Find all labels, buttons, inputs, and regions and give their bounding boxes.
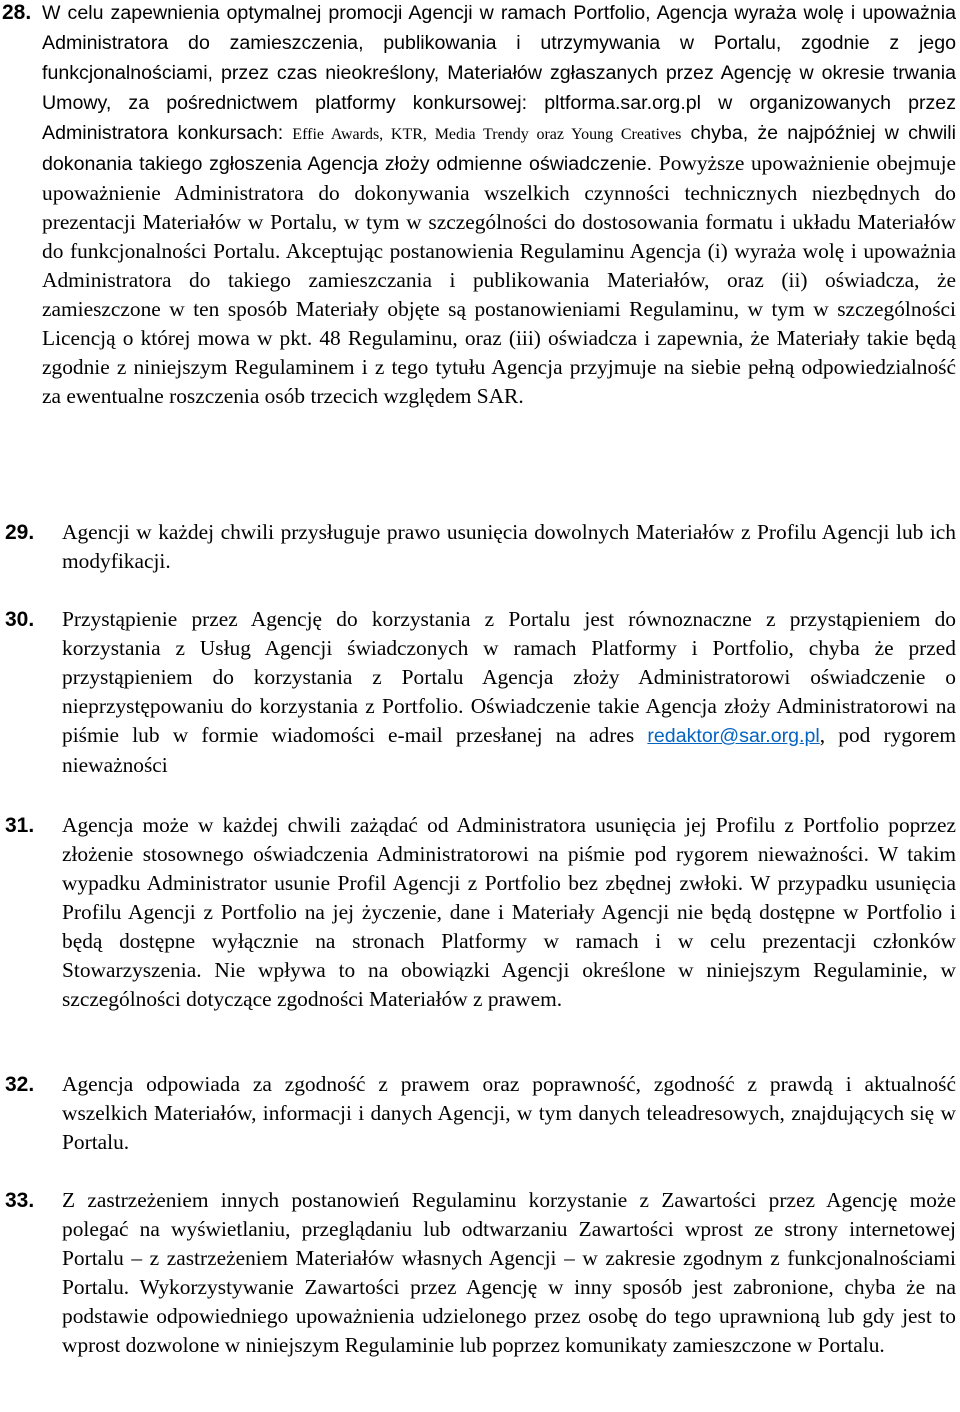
paragraph-text: Agencji w każdej chwili przysługuje prawo usunięcia dowolnych Materiałów z Profilu Agencji lub ich modyfikacji. — [62, 520, 956, 573]
paragraph-number: 33. — [5, 1189, 35, 1212]
paragraph-text: Agencja może w każdej chwili zażądać od Administratora usunięcia jej Profilu z Portfolio poprzez złożenie stosownego oświadczenia Administratorowi na piśmie pod rygorem nieważności. W takim wypadku Administrator usunie Profil Agencji z Portfolio bez zbędnej zwłoki. — [62, 813, 956, 895]
paragraph-text: W celu zapewnienia optymalnej promocji Agencji w ramach Portfolio, Agencja wyraża wolę i upoważnia Administratora do zamieszczenia, publikowania i utrzymywania w Portalu, zgodnie z jego funkcjonalnościami, przez czas nieokreślony, Materiałów zgłaszanych przez Agencję w okresie trwania Umowy, za pośrednictwem platformy konkursowej: pltforma.sar.org.pl w organizowanych przez Administratora konkursach: — [42, 2, 956, 144]
paragraph-body — [42, 0, 956, 411]
paragraph-body — [62, 605, 956, 780]
paragraph-number: 29. — [5, 521, 35, 544]
contest-names: Effie Awards, KTR, Media Trendy oraz Young Creatives — [292, 126, 682, 143]
paragraph-text: W przypadku usunięcia Profilu Agencji z Portfolio na jej życzenie, dane i Materiały Agencji nie będą dostępne w Portfolio i będą dostępne wyłącznie na stronach Platformy w ramach i w celu prezentacji członków Stowarzyszenia. Nie wpływa to na obowiązki Agencji określone w niniejszym Regulaminie, w szczególności dotyczące zgodności Materiałów z prawem. — [62, 871, 956, 1011]
paragraph-number: 30. — [5, 608, 35, 631]
paragraph-number: 32. — [5, 1073, 35, 1096]
paragraph-30 — [0, 605, 960, 780]
paragraph-text: , pod rygorem nieważności — [62, 723, 956, 777]
paragraph-text: Agencja odpowiada za zgodność z prawem oraz poprawność, zgodność z prawdą i aktualność wszelkich Materiałów, informacji i danych Agencji, w tym danych teleadresowych, znajdujących się w Portalu. — [62, 1072, 956, 1154]
paragraph-number: 28. — [2, 1, 32, 24]
paragraph-number: 31. — [5, 814, 35, 837]
paragraph-29 — [0, 518, 960, 576]
paragraph-28 — [0, 0, 960, 411]
paragraph-text: chyba, że najpóźniej w chwili dokonania takiego zgłoszenia Agencja złoży odmienne oświadczenie. — [42, 122, 956, 175]
email-link[interactable]: redaktor@sar.org.pl — [647, 725, 820, 747]
paragraph-text: Przystąpienie przez Agencję do korzystania z Portalu jest równoznaczne z przystąpieniem do korzystania z Usług Agencji świadczonych w ramach Platformy i Portfolio, chyba że przed przystąpieniem do korzystania z Portalu Agencja złoży Administratorowi oświadczenie o nieprzystępowaniu do korzystania z Portfolio. Oświadczenie takie Agencja złoży Administratorowi na piśmie lub w formie wiadomości e-mail przesłanej na adres — [62, 607, 956, 747]
paragraph-31 — [0, 811, 960, 1014]
paragraph-text: Powyższe upoważnienie obejmuje upoważnienie Administratora do dokonywania wszelkich czynności technicznych niezbędnych do prezentacji Materiałów w Portalu, w tym w szczególności do dostosowania formatu i układu Materiałów do funkcjonalności Portalu. Akceptując postanowienia Regulaminu Agencja (i) wyraża wolę i upoważnia Administratora do takiego zamieszczania i publikowania Materiałów, oraz (ii) oświadcza, że zamieszczone w ten sposób Materiały objęte są postanowieniami Regulaminu, w tym w szczególności Licencją o której mowa w pkt. 48 Regulaminu, oraz (iii) oświadcza i zapewnia, że Materiały takie będą zgodnie z niniejszym Regulaminem i z tego tytułu Agencja przyjmuje na siebie pełną odpowiedzialność za ewentualne roszczenia osób trzecich względem SAR. — [42, 151, 957, 408]
paragraph-text: Z zastrzeżeniem innych postanowień Regulaminu korzystanie z Zawartości przez Agencję może polegać na wyświetlaniu, przeglądaniu lub odtwarzaniu Zawartości wprost ze strony internetowej Portalu – z zastrzeżeniem Materiałów własnych Agencji – w zakresie zgodnym z funkcjonalnościami Portalu. Wykorzystywanie Zawartości przez Agencję w inny sposób jest zabronione, chyba że na podstawie odpowiedniego upoważnienia udzielonego przez osobę do tego uprawnioną lub gdy jest to wprost dozwolone w niniejszym Regulaminie lub poprzez komunikaty zamieszczone w Portalu. — [62, 1188, 956, 1357]
paragraph-33 — [0, 1186, 960, 1360]
paragraph-body — [62, 811, 956, 1014]
paragraph-32 — [0, 1070, 960, 1157]
